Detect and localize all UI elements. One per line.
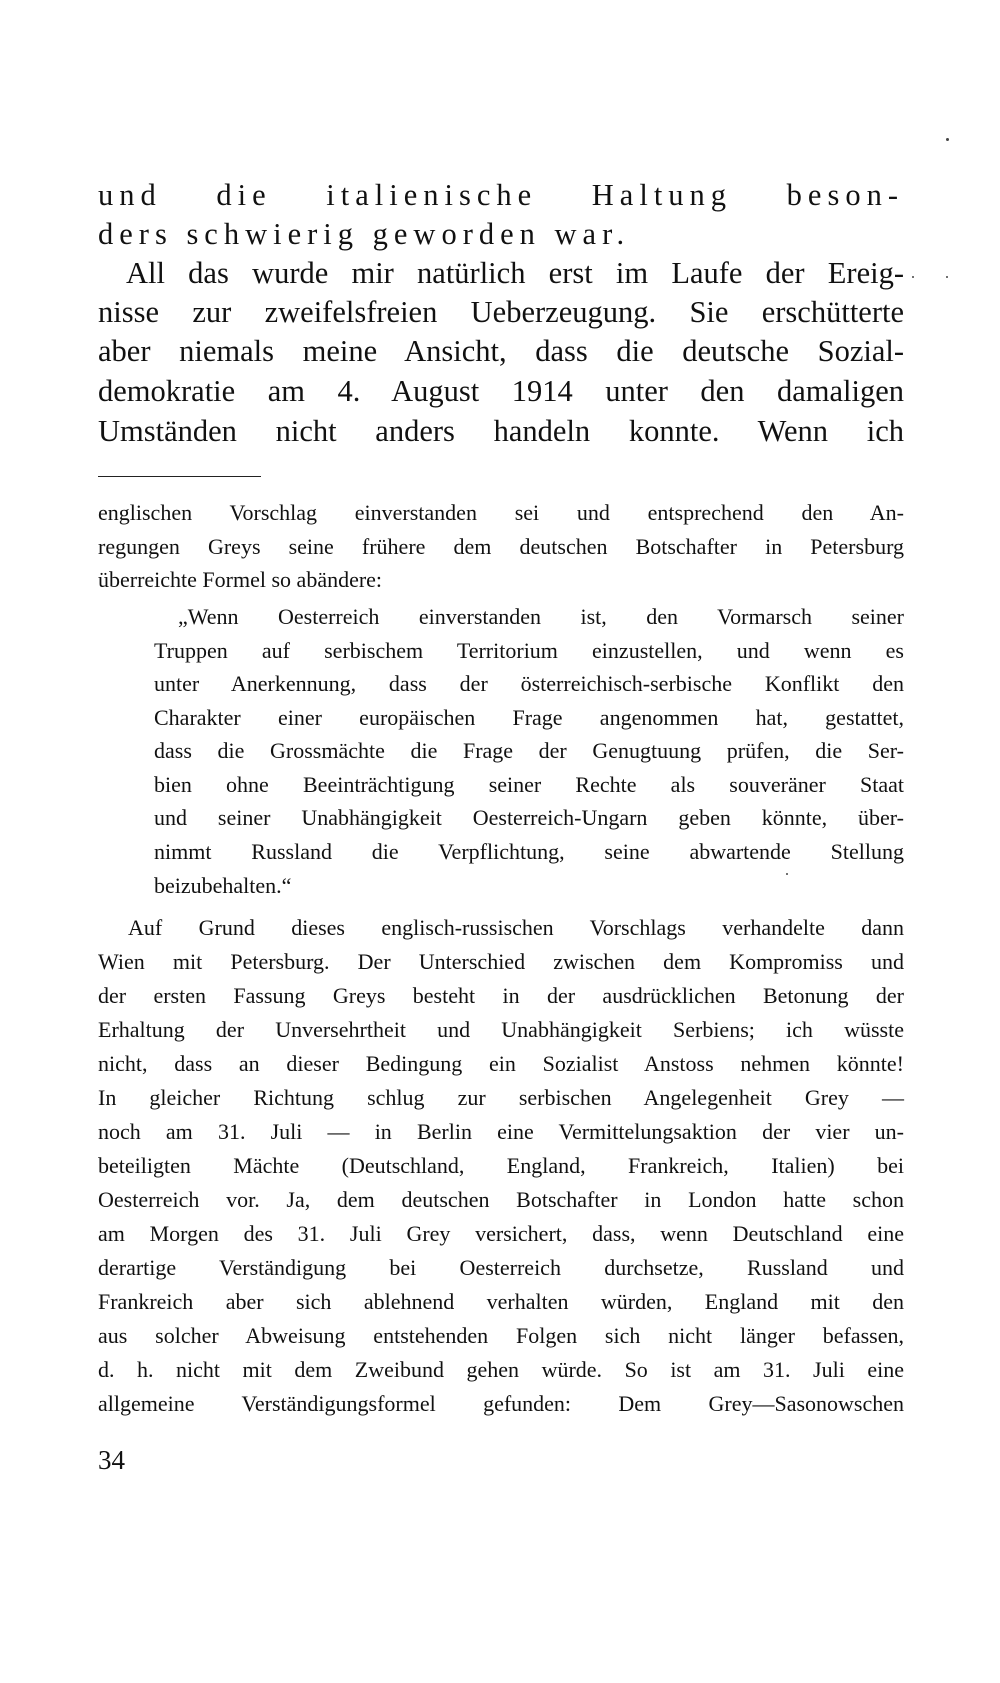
footnote-line: Frankreich aber sich ablehnend verhalten würden, England mit den	[98, 1289, 904, 1314]
footnote-line: allgemeine Verständigungsformel gefunden: Dem Grey—Sasonowschen	[98, 1391, 904, 1416]
footnote-divider	[98, 476, 261, 477]
footnote-line: d. h. nicht mit dem Zweibund gehen würde. So ist am 31. Juli eine	[98, 1357, 904, 1382]
footnote-line: beteiligten Mächte (Deutschland, England, Frankreich, Italien) bei	[98, 1153, 904, 1178]
main-text-line: ders schwierig geworden war.	[98, 217, 631, 251]
main-text-line: nisse zur zweifelsfreien Ueberzeugung. Sie erschütterte	[98, 295, 904, 329]
main-text-line: demokratie am 4. August 1914 unter den damaligen	[98, 374, 904, 408]
footnote-line: In gleicher Richtung schlug zur serbischen Angelegenheit Grey —	[98, 1085, 904, 1110]
main-text-line: und die italienische Haltung beson-	[98, 178, 904, 212]
footnote-line: am Morgen des 31. Juli Grey versichert, dass, wenn Deutschland eine	[98, 1221, 904, 1246]
footnote-line: nicht, dass an dieser Bedingung ein Sozialist Anstoss nehmen könnte!	[98, 1051, 904, 1076]
footnote-line: Erhaltung der Unversehrtheit und Unabhängigkeit Serbiens; ich wüsste	[98, 1017, 904, 1042]
footnote-line: Oesterreich vor. Ja, dem deutschen Botschafter in London hatte schon	[98, 1187, 904, 1212]
scan-speck	[786, 873, 788, 875]
scan-speck	[912, 276, 914, 278]
footnote-line: Auf Grund dieses englisch-russischen Vorschlags verhandelte dann	[128, 915, 904, 940]
footnote-line: derartige Verständigung bei Oesterreich durchsetze, Russland und	[98, 1255, 904, 1280]
footnote-line: noch am 31. Juli — in Berlin eine Vermittelungsaktion der vier un-	[98, 1119, 904, 1144]
scan-speck	[946, 276, 948, 278]
main-text-line: All das wurde mir natürlich erst im Laufe der Ereig-	[126, 256, 904, 290]
footnote-line: der ersten Fassung Greys besteht in der ausdrücklichen Betonung der	[98, 983, 904, 1008]
main-text-line: aber niemals meine Ansicht, dass die deutsche Sozial-	[98, 334, 904, 368]
footnote-line: englischen Vorschlag einverstanden sei und entsprechend den An-	[98, 500, 904, 525]
footnote-quote-line: nimmt Russland die Verpflichtung, seine abwartende Stellung	[154, 839, 904, 864]
footnote-line: aus solcher Abweisung entstehenden Folgen sich nicht länger befassen,	[98, 1323, 904, 1348]
footnote-line: regungen Greys seine frühere dem deutschen Botschafter in Petersburg	[98, 534, 904, 559]
main-text-line: Umständen nicht anders handeln konnte. Wenn ich	[98, 414, 904, 448]
footnote-quote-line: Charakter einer europäischen Frage angenommen hat, gestattet,	[154, 705, 904, 730]
footnote-quote-line: beizubehalten.“	[154, 873, 292, 898]
scan-speck	[946, 138, 949, 141]
page-number: 34	[98, 1445, 125, 1475]
footnote-quote-line: Truppen auf serbischem Territorium einzustellen, und wenn es	[154, 638, 904, 663]
footnote-quote-line: unter Anerkennung, dass der österreichisch-serbische Konflikt den	[154, 671, 904, 696]
footnote-line: Wien mit Petersburg. Der Unterschied zwischen dem Kompromiss und	[98, 949, 904, 974]
footnote-quote-line: und seiner Unabhängigkeit Oesterreich-Ungarn geben könnte, über-	[154, 805, 904, 830]
footnote-quote-line: bien ohne Beeinträchtigung seiner Rechte als souveräner Staat	[154, 772, 904, 797]
footnote-quote-line: „Wenn Oesterreich einverstanden ist, den Vormarsch seiner	[178, 604, 904, 629]
footnote-line: überreichte Formel so abändere:	[98, 567, 383, 592]
footnote-quote-line: dass die Grossmächte die Frage der Genugtuung prüfen, die Ser-	[154, 738, 904, 763]
